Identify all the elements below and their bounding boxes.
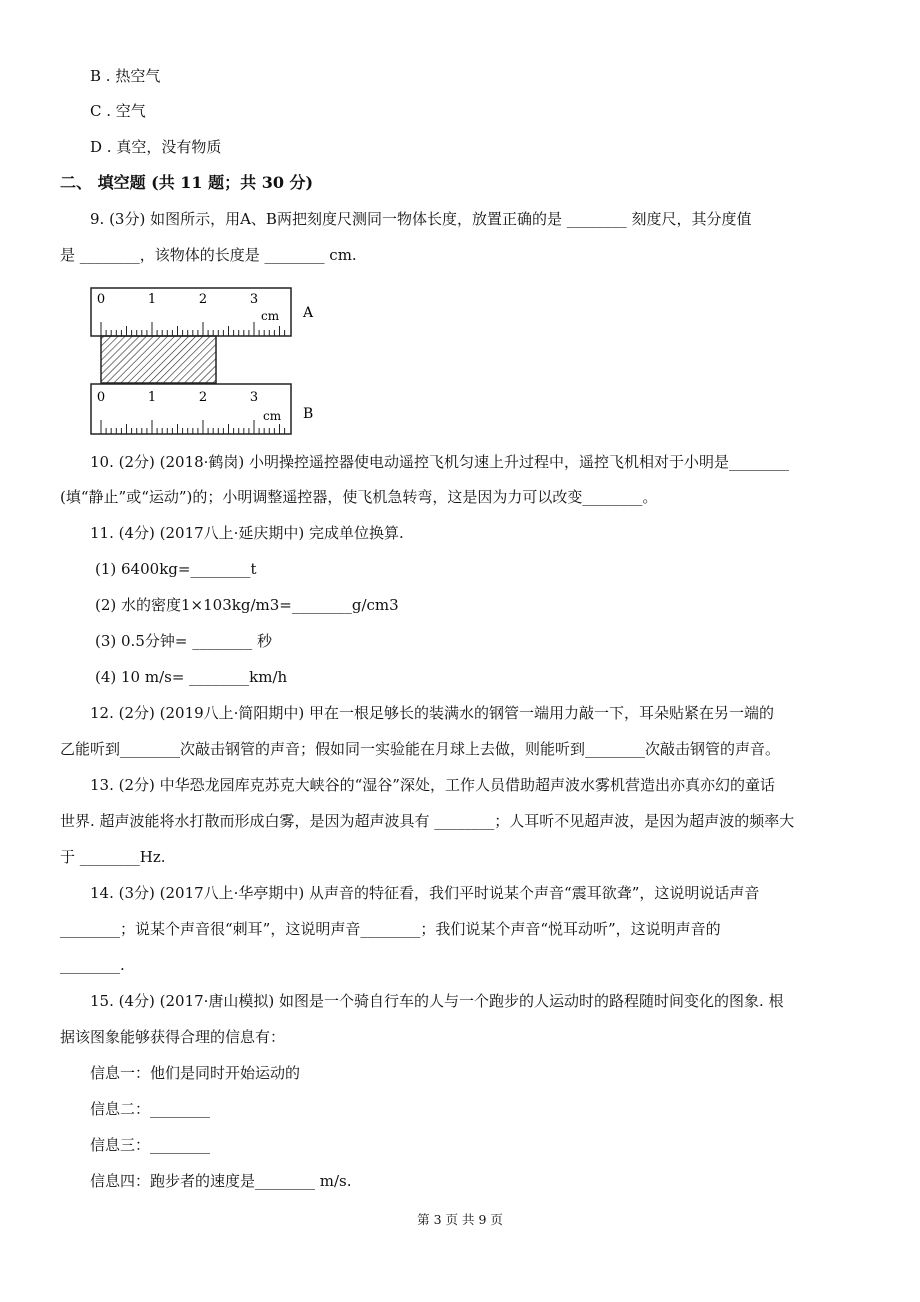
- ruler-b-unit: cm: [263, 409, 282, 423]
- q13-line-1: 13. (2分) 中华恐龙园库克苏克大峡谷的“湿谷”深处，工作人员借助超声波水雾机营造出亦真亦幻的童话: [90, 776, 775, 794]
- page-footer: 第 3 页 共 9 页: [417, 1212, 503, 1227]
- q10-line-2: (填“静止”或“运动”)的；小明调整遥控器，使飞机急转弯，这是因为力可以改变________。: [60, 488, 658, 506]
- q15-info-3: 信息三：________: [90, 1136, 211, 1154]
- q15-line-1: 15. (4分) (2017·唐山模拟) 如图是一个骑自行车的人与一个跑步的人运动时的路程随时间变化的图象. 根: [90, 992, 784, 1010]
- q14-line-3: ________.: [60, 956, 125, 974]
- option-c: C . 空气: [90, 102, 146, 120]
- q13-line-3: 于 ________Hz.: [60, 848, 166, 866]
- ruler-a: [91, 288, 314, 336]
- ruler-b-num-0: 0: [96, 390, 106, 405]
- ruler-figure: [85, 284, 325, 438]
- q14-line-1: 14. (3分) (2017八上·华亭期中) 从声音的特征看，我们平时说某个声音“震耳欲聋”，这说明说话声音: [90, 884, 760, 902]
- q11-sub-2: (2) 水的密度1×103kg/m3=________g/cm3: [95, 596, 399, 614]
- q13-line-2: 世界. 超声波能将水打散而形成白雾，是因为超声波具有 ________；人耳听不见超声波，是因为超声波的频率大: [60, 812, 795, 830]
- q11-sub-1: (1) 6400kg=________t: [95, 560, 257, 578]
- ruler-b-num-2: 2: [198, 390, 208, 405]
- ruler-a-unit: cm: [261, 309, 280, 323]
- q15-info-4: 信息四：跑步者的速度是________ m/s.: [90, 1172, 352, 1190]
- ruler-b: [91, 384, 313, 434]
- q9-line-1: 9. (3分) 如图所示，用A、B两把刻度尺测同一物体长度，放置正确的是 ________ 刻度尺，其分度值: [90, 210, 752, 228]
- ruler-a-label: A: [303, 305, 314, 321]
- q11-stem: 11. (4分) (2017八上·延庆期中) 完成单位换算.: [90, 524, 404, 542]
- option-d: D . 真空，没有物质: [90, 138, 222, 156]
- q10-line-1: 10. (2分) (2018·鹤岗) 小明操控遥控器使电动遥控飞机匀速上升过程中，遥控飞机相对于小明是________: [90, 453, 790, 471]
- q15-info-1: 信息一：他们是同时开始运动的: [90, 1064, 301, 1082]
- q11-sub-4: (4) 10 m/s= ________km/h: [95, 668, 288, 686]
- ruler-b-num-3: 3: [249, 390, 259, 405]
- ruler-b-num-1: 1: [147, 390, 157, 405]
- section-heading: 二、 填空题 (共 11 题；共 30 分): [60, 173, 314, 192]
- ruler-a-num-1: 1: [147, 292, 157, 307]
- measured-object: [101, 336, 216, 383]
- ruler-b-label: B: [303, 406, 314, 422]
- q14-line-2: ________；说某个声音很“刺耳”，这说明声音________；我们说某个声音“悦耳动听”，这说明声音的: [60, 920, 721, 938]
- ruler-a-num-3: 3: [249, 292, 259, 307]
- q15-line-2: 据该图象能够获得合理的信息有：: [60, 1028, 286, 1046]
- q15-info-2: 信息二：________: [90, 1100, 211, 1118]
- q9-line-2: 是 ________，该物体的长度是 ________ cm.: [60, 246, 357, 264]
- q12-line-1: 12. (2分) (2019八上·简阳期中) 甲在一根足够长的装满水的钢管一端用力敲一下，耳朵贴紧在另一端的: [90, 704, 775, 722]
- option-b: B . 热空气: [90, 67, 161, 85]
- ruler-a-num-0: 0: [96, 292, 106, 307]
- q12-line-2: 乙能听到________次敲击钢管的声音；假如同一实验能在月球上去做，则能听到________次敲击钢管的声音。: [60, 740, 781, 758]
- q11-sub-3: (3) 0.5分钟= ________ 秒: [95, 632, 272, 650]
- ruler-a-num-2: 2: [198, 292, 208, 307]
